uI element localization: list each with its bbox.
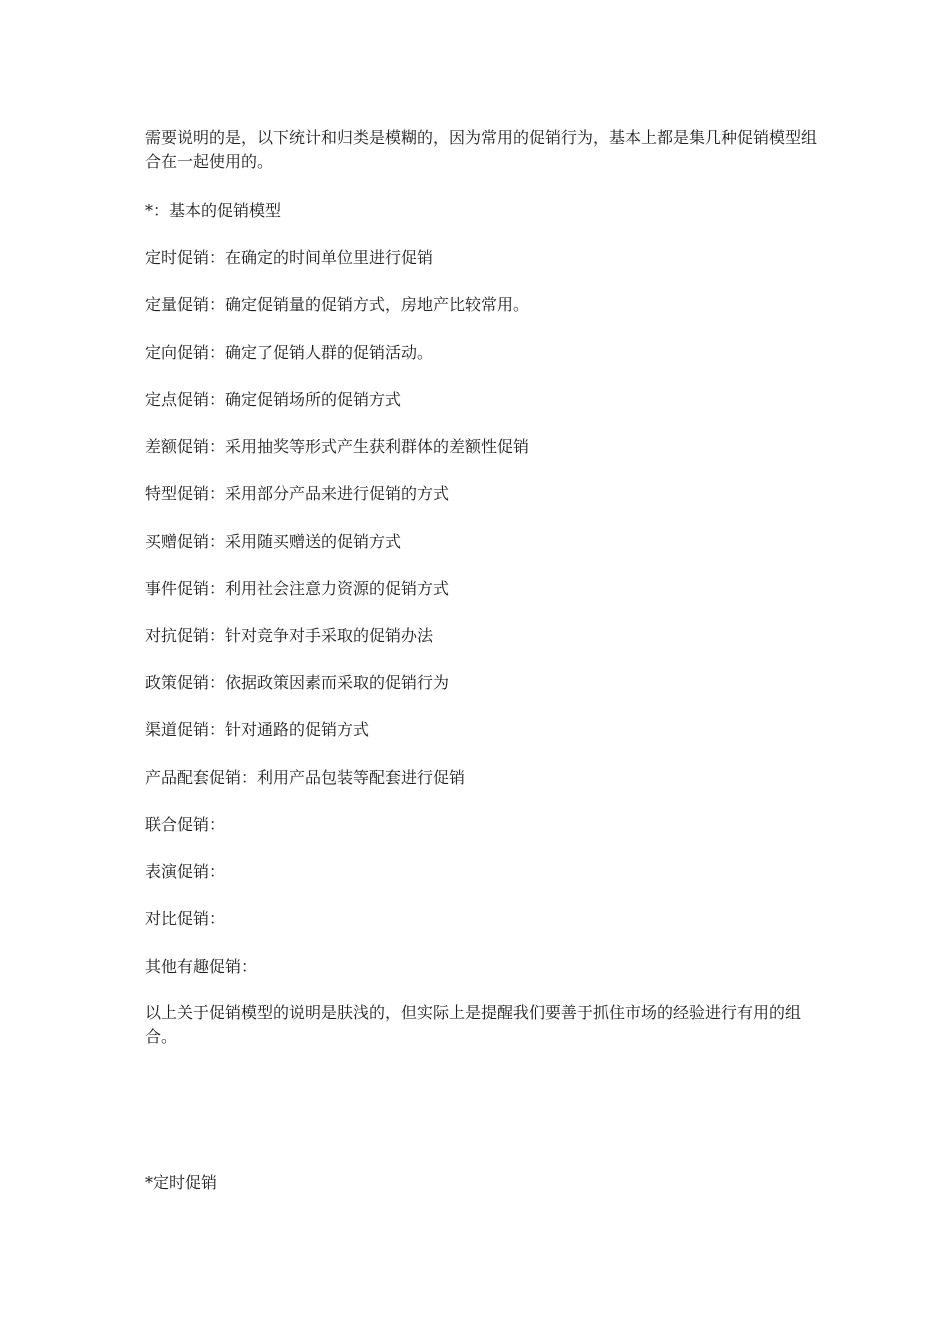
section-heading: *：基本的促销模型 bbox=[145, 201, 282, 220]
list-item: 对比促销： bbox=[145, 909, 226, 928]
list-item: 事件促销：利用社会注意力资源的促销方式 bbox=[145, 579, 450, 598]
list-item: 其他有趣促销： bbox=[145, 957, 258, 976]
subsection-heading: *定时促销 bbox=[145, 1173, 218, 1192]
list-item: 定时促销：在确定的时间单位里进行促销 bbox=[145, 248, 434, 267]
list-item: 定点促销：确定促销场所的促销方式 bbox=[145, 390, 402, 409]
intro-paragraph: 需要说明的是，以下统计和归类是模糊的，因为常用的促销行为，基本上都是集几种促销模型组合在一起使用的。 bbox=[145, 128, 818, 171]
list-item: 联合促销： bbox=[145, 815, 226, 834]
list-item: 政策促销：依据政策因素而采取的促销行为 bbox=[145, 673, 450, 692]
list-item: 定向促销：确定了促销人群的促销活动。 bbox=[145, 343, 434, 362]
list-item: 差额促销：采用抽奖等形式产生获利群体的差额性促销 bbox=[145, 437, 530, 456]
list-item: 产品配套促销：利用产品包装等配套进行促销 bbox=[145, 768, 466, 787]
conclusion-paragraph: 以上关于促销模型的说明是肤浅的，但实际上是提醒我们要善于抓住市场的经验进行有用的组合。 bbox=[145, 1003, 802, 1046]
list-item: 对抗促销：针对竞争对手采取的促销办法 bbox=[145, 626, 434, 645]
list-item: 定量促销：确定促销量的促销方式，房地产比较常用。 bbox=[145, 295, 530, 314]
list-item: 渠道促销：针对通路的促销方式 bbox=[145, 720, 370, 739]
list-item: 表演促销： bbox=[145, 862, 226, 881]
list-item: 买赠促销：采用随买赠送的促销方式 bbox=[145, 532, 402, 551]
list-item: 特型促销：采用部分产品来进行促销的方式 bbox=[145, 484, 450, 503]
